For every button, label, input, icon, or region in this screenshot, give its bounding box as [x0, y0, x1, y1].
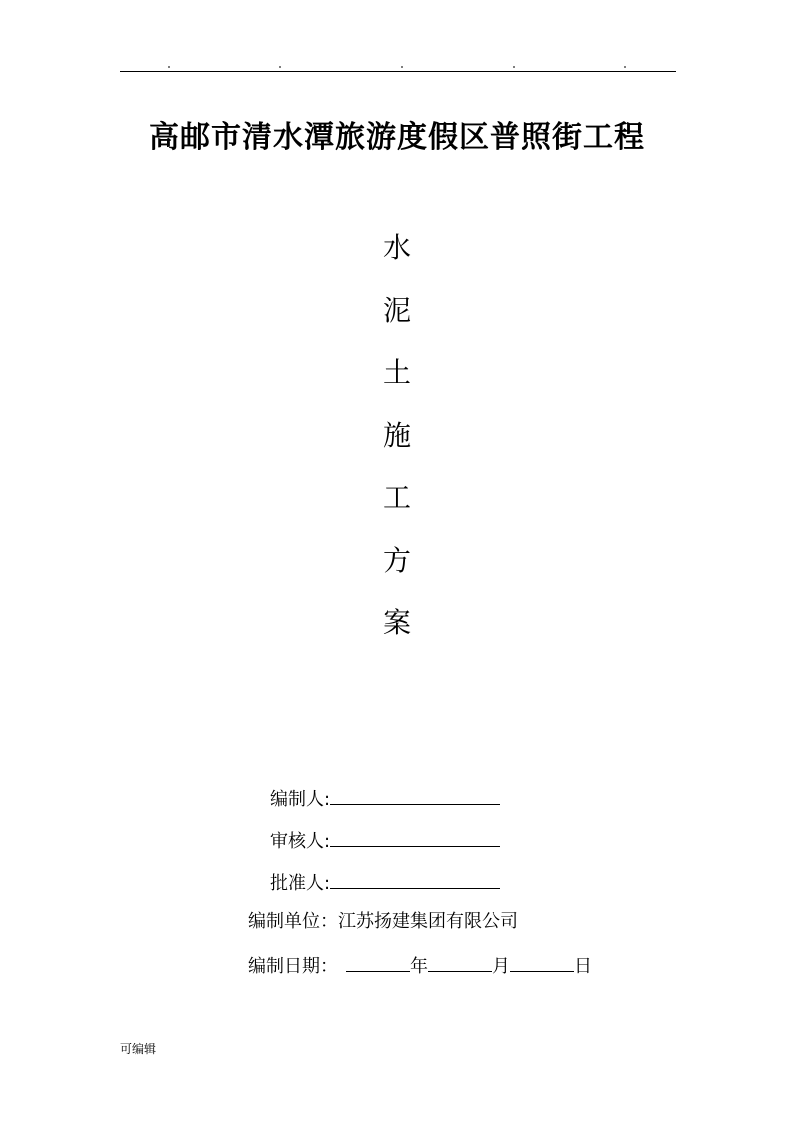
reviewer-blank[interactable] [330, 828, 500, 847]
compiler-blank[interactable] [330, 786, 500, 805]
plan-title-char: 工 [382, 481, 411, 514]
approver-label: 批准人: [270, 873, 331, 894]
reviewer-label: 审核人: [270, 831, 331, 852]
year-label: 年 [410, 956, 428, 977]
unit-value: 江苏扬建集团有限公司 [338, 911, 518, 932]
header-dot [513, 66, 515, 68]
date-label: 编制日期： [248, 956, 338, 977]
plan-title-char: 泥 [382, 293, 411, 327]
compiler-row [270, 786, 500, 812]
day-label: 日 [574, 956, 592, 977]
plan-title-char: 水 [382, 231, 411, 264]
header-dot [279, 66, 281, 68]
plan-title-vertical [370, 225, 424, 663]
project-title: 高邮市清水潭旅游度假区普照街工程 [149, 120, 645, 155]
month-label: 月 [492, 956, 510, 977]
footer-note: 可编辑 [120, 1042, 157, 1056]
month-blank[interactable] [428, 953, 492, 972]
reviewer-row [270, 828, 500, 854]
approver-row [270, 870, 500, 896]
header-rule [120, 71, 676, 72]
compiler-label: 编制人: [270, 789, 331, 810]
plan-title-char: 方 [382, 543, 411, 577]
header-dot [168, 66, 170, 68]
plan-title-char: 案 [382, 606, 411, 639]
year-blank[interactable] [346, 953, 410, 972]
date-row [248, 953, 592, 979]
plan-title-char: 施 [382, 418, 411, 452]
plan-title-char: 土 [382, 356, 411, 389]
day-blank[interactable] [510, 953, 574, 972]
header-dot [401, 66, 403, 68]
unit-label: 编制单位： [248, 911, 338, 932]
header-dot [624, 66, 626, 68]
approver-blank[interactable] [330, 870, 500, 889]
unit-row [248, 910, 518, 934]
